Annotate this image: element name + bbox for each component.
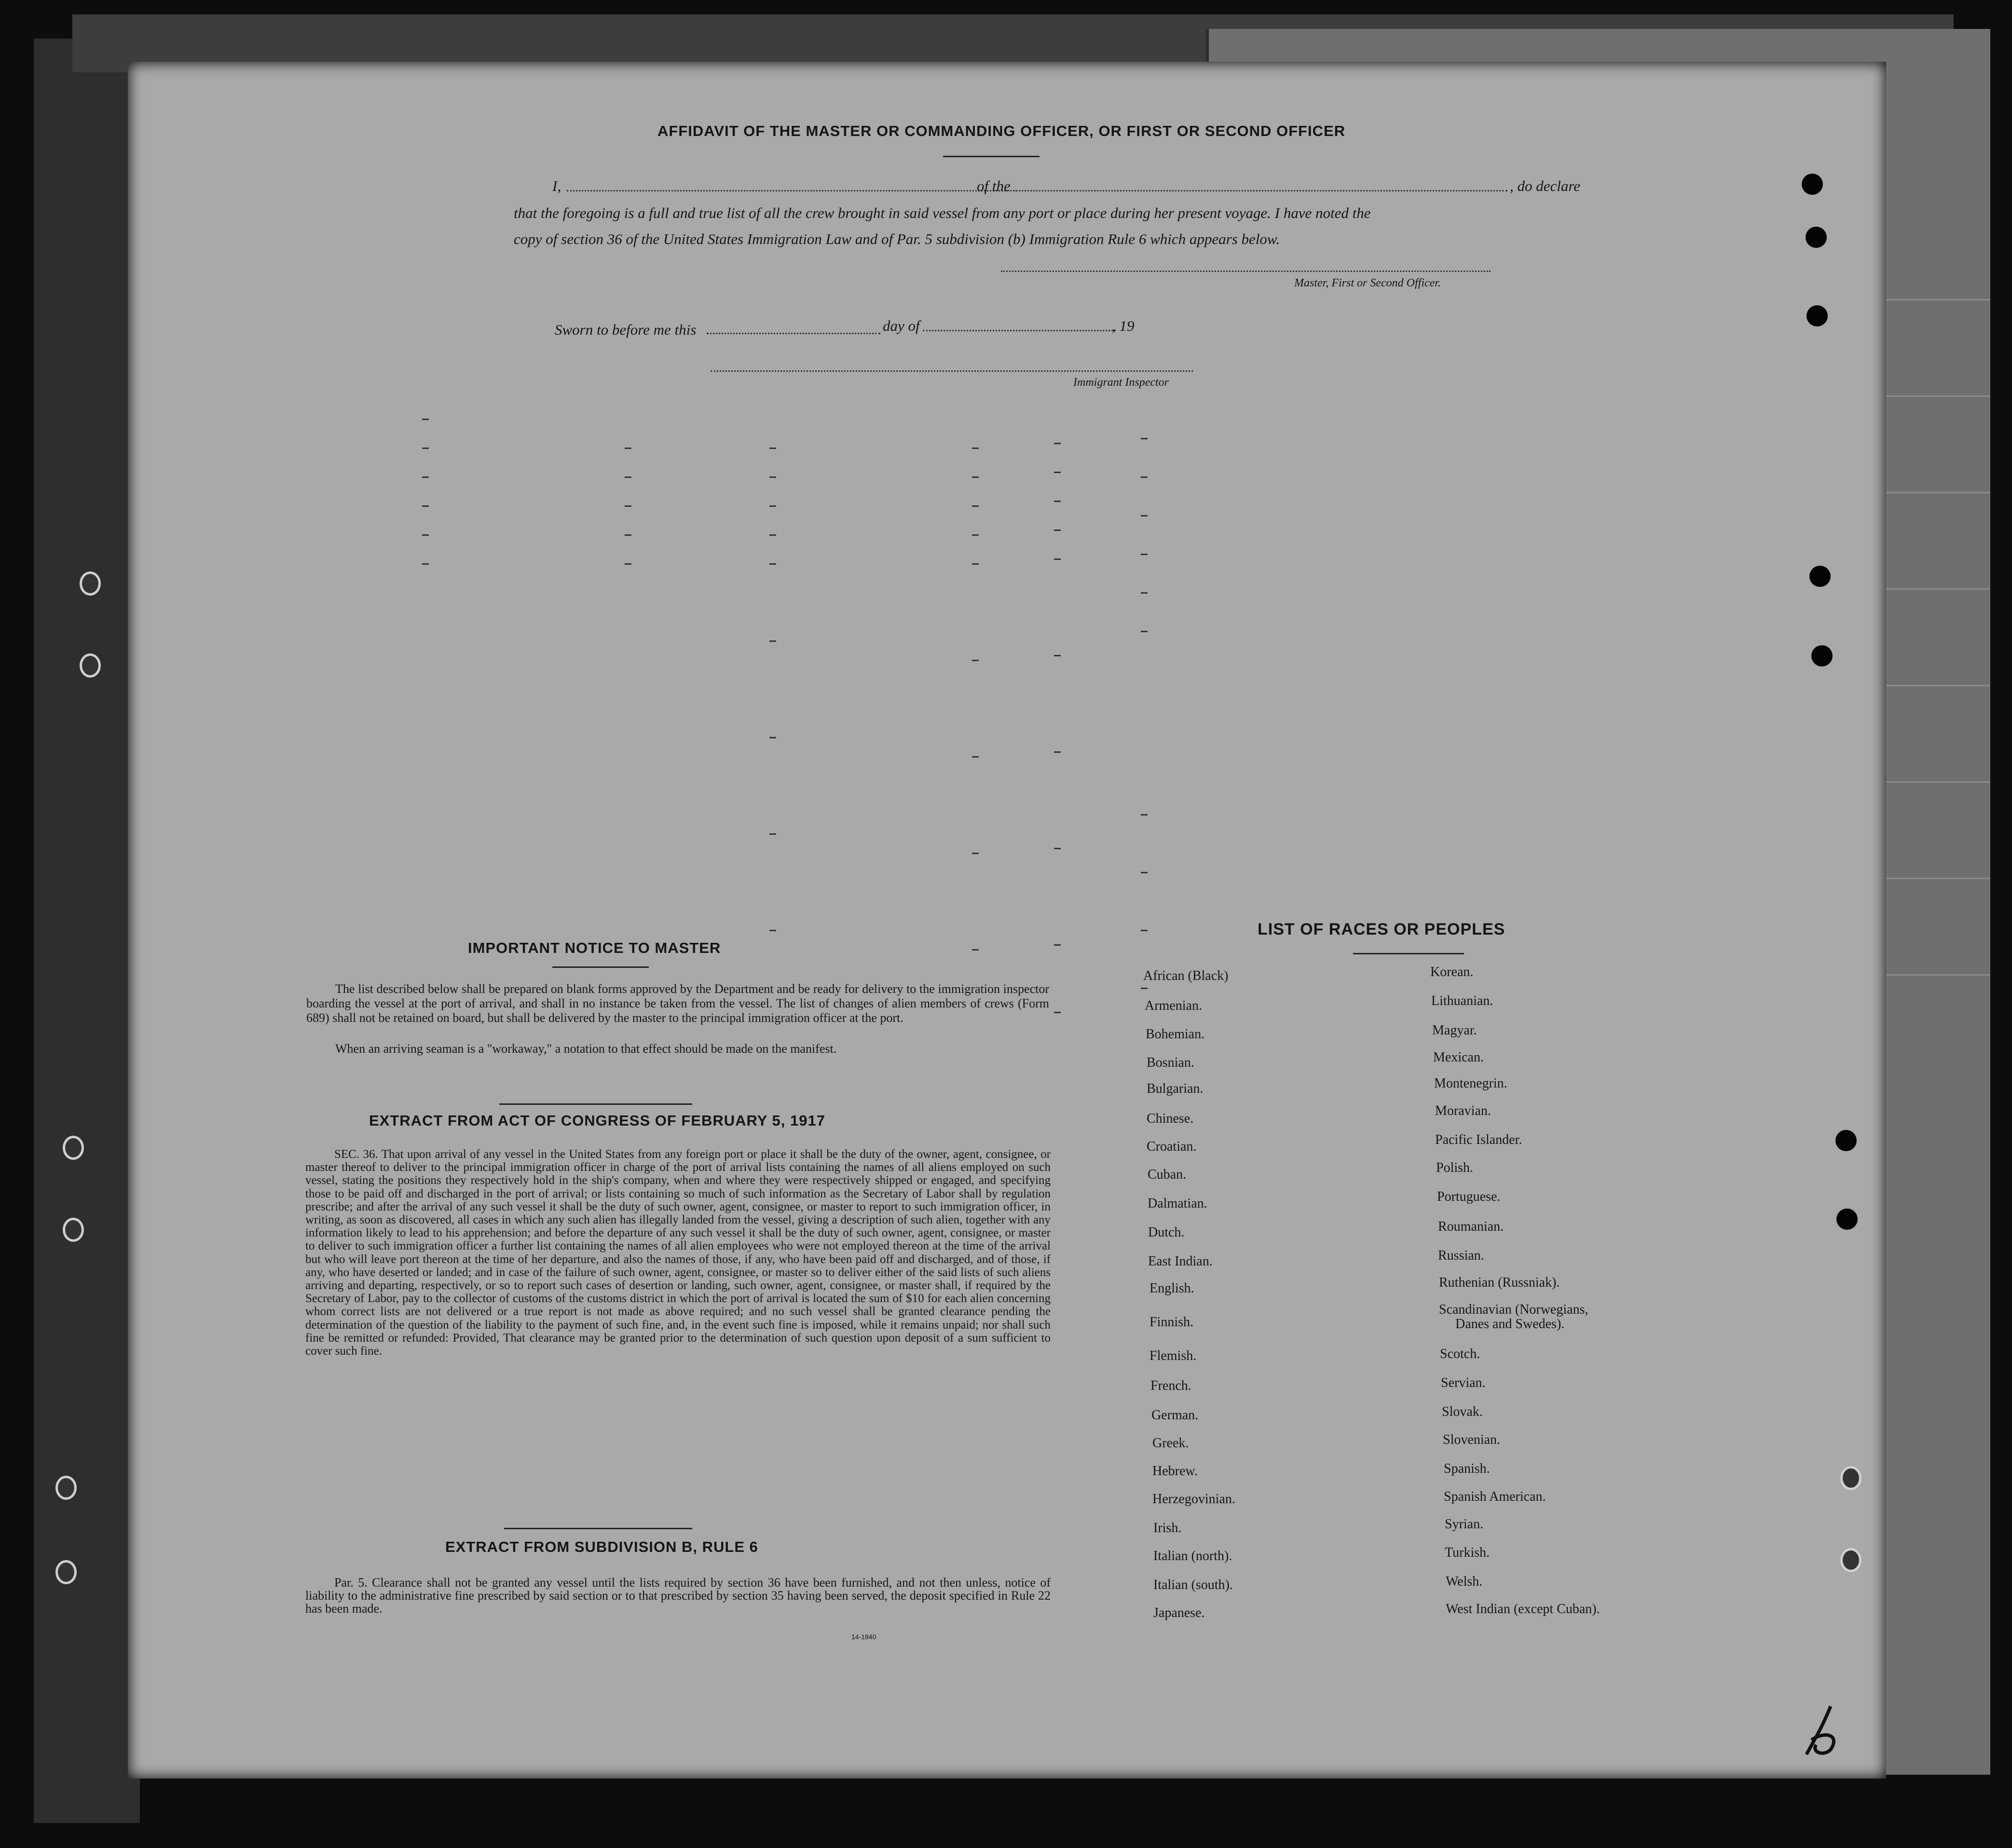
act-section-36: SEC. 36. That upon arrival of any vessel in the United States from any foreign port or place it shall be the duty of the owner, agent, consignee, or master thereof to deliver to the principal immigration officer in charge of the port of arrival lists containing the names of all aliens employed on such vessel, stating the positions they respectively hold in the ship's company, when and where they were respectively shipped or engaged, and specifying those to be paid off and discharged in the port of arrival; or lists containing so much of such information as the Secretary of Labor shall by regulation prescribe; and after the arrival of any such vessel it shall be the duty of such owner, agent, consignee, or master to report to such immigration officer, in writing, as soon as discovered, all cases in which any such alien has illegally landed from the vessel, giving a description of such alien, together with any information likely to lead to his apprehension; and before the departure of any such vessel it shall be the duty of such owner, agent, consignee, or master to deliver to such immigration officer a further list containing the names of all alien employees who were not employed thereon at the time of the arrival but who will leave port thereon at the time of her departure, and also the names of those, if any, who have been paid off and discharged, and of those, if any, who have deserted or landed; and in case of the failure of such owner, agent, consignee, or master so to deliver either of the said lists of such aliens arriving and departing, respectively, or so to report such cases of desertion or landing, such owner, agent, consignee, or master shall, if required by the Secretary of Labor, pay to the collector of customs of the customs district in which the port of arrival is located the sum of $10 for each alien concerning whom correct lists are not delivered or a true report is not made as above required; and no such vessel shall be granted clearance pending the determination of the question of the liability to the payment of such fine, and, in the event such fine is imposed, while it remains unpaid; nor shall such fine be remitted or refunded: Provided, That clearance may be granted prior to the determination of such question upon deposit of a sum sufficient to cover such fine. [305, 1148, 1051, 1358]
race-left: Herzegovinian. [1152, 1492, 1235, 1507]
bleed-mark [769, 737, 776, 738]
notice-paragraph-1: The list described below shall be prepared on blank forms approved by the Department and be ready for delivery to the immigration inspector boarding the vessel at the port of arrival, and shall in no instance be taken from the vessel. The list of changes of alien members of crews (Form 689) shall not be retained on board, but shall be delivered by the master to the principal immigration officer at the port. [306, 982, 1049, 1025]
binder-hole [63, 1136, 84, 1160]
punch-hole [1807, 305, 1828, 326]
races-underline [1353, 953, 1464, 954]
race-left: German. [1151, 1408, 1199, 1423]
form-page [128, 62, 1886, 1779]
binder-hole [80, 571, 101, 596]
signature-line [1001, 271, 1491, 272]
binder-hole [63, 1218, 84, 1242]
race-right: Servian. [1441, 1375, 1486, 1390]
race-right: Korean. [1430, 965, 1474, 979]
bleed-mark [422, 448, 429, 449]
notice-underline [552, 966, 649, 968]
race-left: Flemish. [1150, 1348, 1197, 1363]
race-right: Pacific Islander. [1435, 1132, 1522, 1147]
race-left: Bosnian. [1147, 1055, 1194, 1070]
race-right: Portuguese. [1437, 1189, 1501, 1204]
punch-hole [1840, 1466, 1861, 1490]
bleed-mark [1054, 944, 1061, 946]
bleed-mark [769, 930, 776, 931]
sworn-month-blank [923, 330, 1116, 331]
rule-paragraph-5: Par. 5. Clearance shall not be granted any vessel until the lists required by section 36 have been furnished, and not then unless, notice of liability to the administrative fine prescribed by said section or to that prescribed by section 35 having been served, the deposit specified in Rule 22 has been made. [305, 1576, 1051, 1616]
bleed-mark [422, 534, 429, 536]
bleed-mark [422, 476, 429, 478]
bleed-mark [972, 534, 979, 536]
bleed-mark [422, 563, 429, 565]
bleed-mark [769, 534, 776, 536]
race-left: Croatian. [1147, 1139, 1197, 1154]
bleed-mark [1141, 872, 1148, 873]
bleed-mark [1141, 814, 1148, 815]
bleed-mark [1054, 1012, 1061, 1013]
affidavit-of-the: of the [977, 177, 1011, 194]
race-left: French. [1150, 1378, 1191, 1393]
bleed-mark [1054, 655, 1061, 656]
bleed-mark [769, 563, 776, 565]
bleed-mark [972, 505, 979, 507]
bleed-mark [625, 563, 631, 565]
race-right: Montenegrin. [1434, 1076, 1507, 1091]
affidavit-declare: , do declare [1510, 177, 1581, 194]
race-right: Ruthenian (Russniak). [1439, 1275, 1560, 1290]
binder-hole [80, 653, 101, 678]
bleed-mark [1141, 631, 1148, 632]
notice-paragraph-2: When an arriving seaman is a "workaway," a notation to that effect should be made on the manifest. [335, 1042, 837, 1056]
punch-hole [1809, 566, 1831, 587]
section-divider [499, 1103, 692, 1105]
background-sheet-left [34, 39, 140, 1823]
race-right: Syrian. [1445, 1517, 1484, 1532]
bleed-mark [1054, 558, 1061, 560]
races-title: LIST OF RACES OR PEOPLES [1258, 920, 1506, 938]
race-right: Polish. [1436, 1160, 1474, 1175]
bleed-mark [1141, 554, 1148, 555]
bleed-mark [1141, 988, 1148, 989]
bleed-mark [972, 853, 979, 854]
bleed-mark [972, 660, 979, 661]
form-number: 14-1840 [851, 1633, 876, 1641]
inspector-caption: Immigrant Inspector [1073, 376, 1169, 389]
punch-hole [1836, 1209, 1858, 1230]
race-left: English. [1150, 1281, 1194, 1296]
race-right: Spanish. [1444, 1461, 1490, 1476]
race-left: Japanese. [1153, 1605, 1205, 1620]
bleed-mark [972, 448, 979, 449]
handwritten-mark [1802, 1701, 1845, 1759]
punch-hole [1806, 227, 1827, 248]
signature-caption: Master, First or Second Officer. [1294, 277, 1441, 289]
bleed-mark [769, 476, 776, 478]
race-left: Greek. [1152, 1436, 1189, 1451]
race-right: Spanish American. [1444, 1489, 1546, 1504]
notice-title: IMPORTANT NOTICE TO MASTER [468, 939, 721, 956]
race-right: Danes and Swedes). [1455, 1317, 1565, 1332]
bleed-mark [769, 505, 776, 507]
inspector-line [711, 370, 1193, 372]
race-left: Finnish. [1150, 1315, 1194, 1330]
bleed-mark [1054, 530, 1061, 531]
sworn-prefix: Sworn to before me this [555, 321, 697, 338]
bleed-mark [1054, 751, 1061, 753]
bleed-mark [625, 505, 631, 507]
race-left: Italian (south). [1153, 1577, 1233, 1592]
race-left: Hebrew. [1152, 1464, 1198, 1479]
race-left: African (Black) [1143, 968, 1229, 983]
bleed-mark [625, 476, 631, 478]
sworn-day-blank [707, 333, 880, 334]
bleed-mark [769, 640, 776, 642]
race-right: Russian. [1438, 1248, 1484, 1263]
bleed-mark [1141, 476, 1148, 478]
bleed-mark [1054, 443, 1061, 444]
race-right: Scandinavian (Norwegians, [1439, 1302, 1588, 1317]
sworn-day: day of [883, 317, 920, 334]
race-right: Lithuanian. [1431, 993, 1493, 1008]
race-right: Welsh. [1446, 1574, 1483, 1589]
act-title: EXTRACT FROM ACT OF CONGRESS OF FEBRUARY 5, 1917 [369, 1112, 825, 1129]
race-left: Irish. [1153, 1521, 1182, 1535]
bleed-mark [1054, 472, 1061, 473]
race-left: Cuban. [1148, 1167, 1187, 1182]
punch-hole [1811, 645, 1833, 666]
race-left: Dutch. [1148, 1225, 1185, 1240]
race-right: Roumanian. [1438, 1219, 1504, 1234]
bleed-mark [1141, 930, 1148, 931]
race-right: Slovenian. [1443, 1432, 1500, 1447]
bleed-mark [422, 505, 429, 507]
affidavit-line3: copy of section 36 of the United States Immigration Law and of Par. 5 subdivision (b) Immigration Rule 6 which appears below. [514, 231, 1280, 247]
bleed-mark [625, 448, 631, 449]
punch-hole [1802, 174, 1823, 195]
bleed-mark [1054, 848, 1061, 849]
affidavit-title: AFFIDAVIT OF THE MASTER OR COMMANDING OFFICER, OR FIRST OR SECOND OFFICER [657, 122, 1346, 139]
race-right: Slovak. [1442, 1404, 1483, 1419]
punch-hole [1835, 1130, 1857, 1151]
rule-title: EXTRACT FROM SUBDIVISION B, RULE 6 [445, 1538, 758, 1555]
bleed-mark [769, 448, 776, 449]
vessel-blank [1015, 190, 1507, 191]
race-right: Scotch. [1440, 1346, 1480, 1361]
bleed-mark [625, 534, 631, 536]
affidavit-line2: that the foregoing is a full and true list of all the crew brought in said vessel from any port or place during her present voyage. I have noted the [514, 204, 1371, 221]
bleed-mark [1054, 501, 1061, 502]
bleed-mark [972, 756, 979, 758]
binder-hole [55, 1560, 77, 1584]
section-divider [504, 1528, 692, 1529]
race-right: Magyar. [1432, 1023, 1477, 1038]
affidavit-i: I, [552, 177, 561, 194]
bleed-mark [972, 949, 979, 951]
bleed-mark [769, 833, 776, 835]
race-right: Turkish. [1445, 1545, 1490, 1560]
race-left: East Indian. [1148, 1254, 1213, 1269]
bleed-mark [1141, 438, 1148, 439]
race-left: Italian (north). [1153, 1549, 1232, 1563]
race-left: Dalmatian. [1148, 1196, 1207, 1211]
bleed-mark [1141, 515, 1148, 516]
race-right: Moravian. [1435, 1103, 1491, 1118]
bleed-mark [972, 476, 979, 478]
title-underline [943, 156, 1040, 157]
race-right: Mexican. [1433, 1050, 1484, 1065]
race-left: Bohemian. [1146, 1027, 1205, 1042]
bleed-mark [422, 419, 429, 420]
bleed-mark [1141, 592, 1148, 594]
punch-hole [1840, 1548, 1861, 1572]
bleed-mark [972, 563, 979, 565]
race-left: Bulgarian. [1147, 1081, 1204, 1096]
sworn-year: , 19 [1112, 317, 1135, 334]
race-right: West Indian (except Cuban). [1446, 1602, 1600, 1617]
race-left: Armenian. [1145, 998, 1202, 1013]
binder-hole [55, 1476, 77, 1500]
race-left: Chinese. [1147, 1111, 1194, 1126]
